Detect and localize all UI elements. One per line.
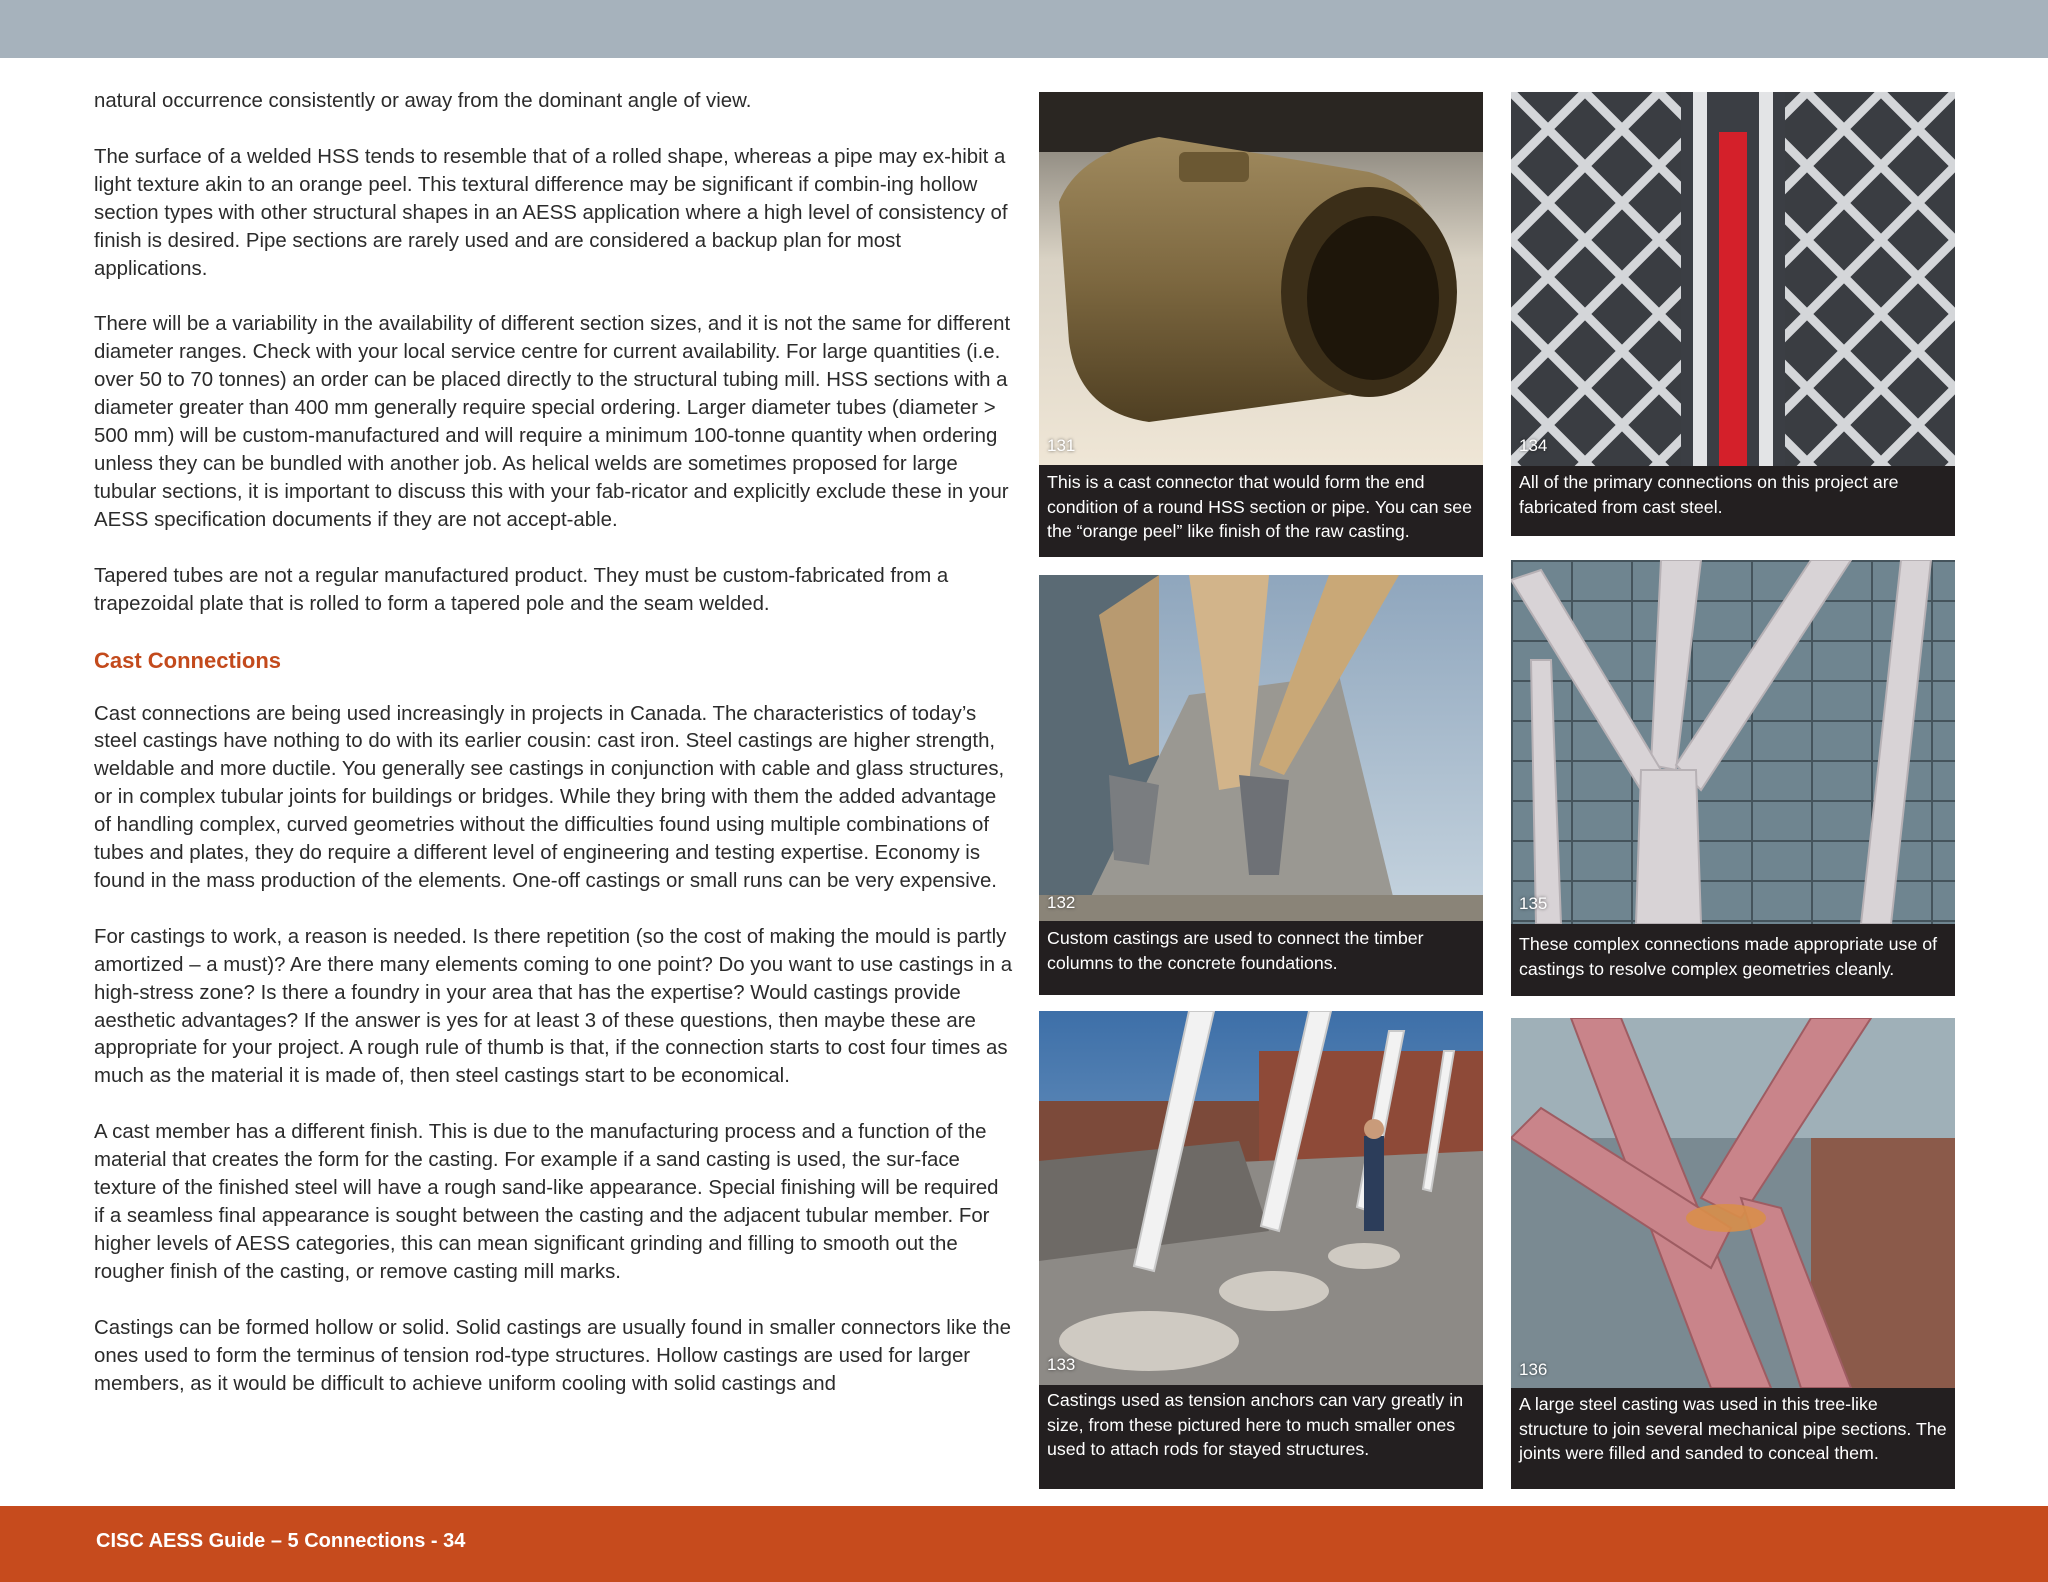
- figure-133: [1039, 1011, 1483, 1489]
- photo-cast-connector: [1039, 92, 1483, 465]
- paragraph: For castings to work, a reason is needed. Is there repetition (so the cost of making the mould is partly amortized – a must)? Are there many elements coming to one point? Do you want to use castings in a high-stress zone? Is there a foundry in your area that has the expertise? Would castings provide aesthetic advantages? If the answer is yes for at least 3 of these questions, then maybe these are appropriate for your project. A rough rule of thumb is that, if the connection starts to cost four times as much as the material it is made of, then steel castings start to be economical.: [94, 925, 1013, 1088]
- figure-caption: Castings used as tension anchors can vary greatly in size, from these pictured here to much smaller ones used to attach rods for stayed structures.: [1047, 1390, 1464, 1459]
- figure-number: 132: [1047, 893, 1076, 912]
- photo-timber-column-castings: [1039, 575, 1483, 921]
- figure-caption: All of the primary connections on this project are fabricated from cast steel.: [1519, 472, 1899, 517]
- header-band: [0, 0, 2048, 58]
- figure-number: 135: [1519, 894, 1548, 913]
- photo-tension-anchors: [1039, 1011, 1483, 1385]
- paragraph: A cast member has a different finish. This is due to the manufacturing process and a function of the material that creates the form for the casting. For example if a sand casting is used, the sur-face texture of the finished steel will have a rough sand-like appearance. Special finishing will be required if a seamless final appearance is sought between the casting and the adjacent tubular member. For higher levels of AESS categories, this can mean significant grinding and filling to smooth out the rougher finish of the casting, or remove casting mill marks.: [94, 1121, 999, 1283]
- photo-cast-steel-lattice: [1511, 92, 1955, 466]
- figure-132: [1039, 575, 1483, 995]
- figure-number: 131: [1047, 436, 1076, 455]
- figure-number: 136: [1519, 1360, 1548, 1379]
- paragraph: Castings can be formed hollow or solid. Solid castings are usually found in smaller connectors like the ones used to form the terminus of tension rod-type structures. Hollow castings are used for larger members, as it would be difficult to achieve uniform cooling with solid castings and: [94, 1316, 1011, 1395]
- figure-134: [1511, 92, 1955, 536]
- figure-caption: A large steel casting was used in this tree-like structure to join several mechanical pipe sections. The joints were filled and sanded to conceal them.: [1519, 1394, 1947, 1463]
- figure-135: [1511, 560, 1955, 996]
- photo-tree-like-structure: [1511, 1018, 1955, 1388]
- paragraph: The surface of a welded HSS tends to resemble that of a rolled shape, whereas a pipe may ex-hibit a light texture akin to an orange peel. This textural difference may be significant if combin-ing hollow section types with other structural shapes in an AESS application where a high level of consistency of finish is desired. Pipe sections are rarely used and are considered a backup plan for most applications.: [94, 145, 1008, 280]
- figure-131: [1039, 92, 1483, 557]
- body-text-column: [94, 88, 1014, 1426]
- footer-page-label: CISC AESS Guide – 5 Connections - 34: [96, 1530, 466, 1552]
- paragraph: natural occurrence consistently or away from the dominant angle of view.: [94, 90, 752, 112]
- photo-complex-connections: [1511, 560, 1955, 924]
- figure-number: 133: [1047, 1355, 1076, 1374]
- figure-number: 134: [1519, 436, 1548, 455]
- paragraph: Cast connections are being used increasingly in projects in Canada. The characteristics of today’s steel castings have nothing to do with its earlier cousin: cast iron. Steel castings are higher strength, weldable and more ductile. You generally see castings in conjunction with cable and glass structures, or in complex tubular joints for buildings or bridges. While they bring with them the added advantage of handling complex, curved geometries without the difficulties found using multiple combinations of tubes and plates, they do require a different level of engineering and testing expertise. Economy is found in the mass production of the elements. One-off castings or small runs can be very expensive.: [94, 702, 1005, 892]
- figure-caption: These complex connections made appropriate use of castings to resolve complex geometries cleanly.: [1519, 934, 1938, 979]
- paragraph: There will be a variability in the availability of different section sizes, and it is not the same for different diameter ranges. Check with your local service centre for current availability. For large quantities (i.e. over 50 to 70 tonnes) an order can be placed directly to the structural tubing mill. HSS sections with a diameter greater than 400 mm generally require special ordering. Larger diameter tubes (diameter > 500 mm) will be custom-manufactured and will require a minimum 100-tonne quantity when ordering unless they can be bundled with another job. As helical welds are sometimes proposed for large tubular sections, it is important to discuss this with your fab-ricator and explicitly exclude these in your AESS specification documents if they are not accept-able.: [94, 313, 1011, 531]
- figure-caption: Custom castings are used to connect the timber columns to the concrete foundations.: [1047, 928, 1424, 973]
- figure-136: [1511, 1018, 1955, 1489]
- figure-caption: This is a cast connector that would form the end condition of a round HSS section or pipe. You can see the “orange peel” like finish of the raw casting.: [1047, 472, 1473, 541]
- section-heading: Cast Connections: [94, 647, 282, 673]
- paragraph: Tapered tubes are not a regular manufactured product. They must be custom-fabricated from a trapezoidal plate that is rolled to form a tapered pole and the seam welded.: [94, 564, 949, 615]
